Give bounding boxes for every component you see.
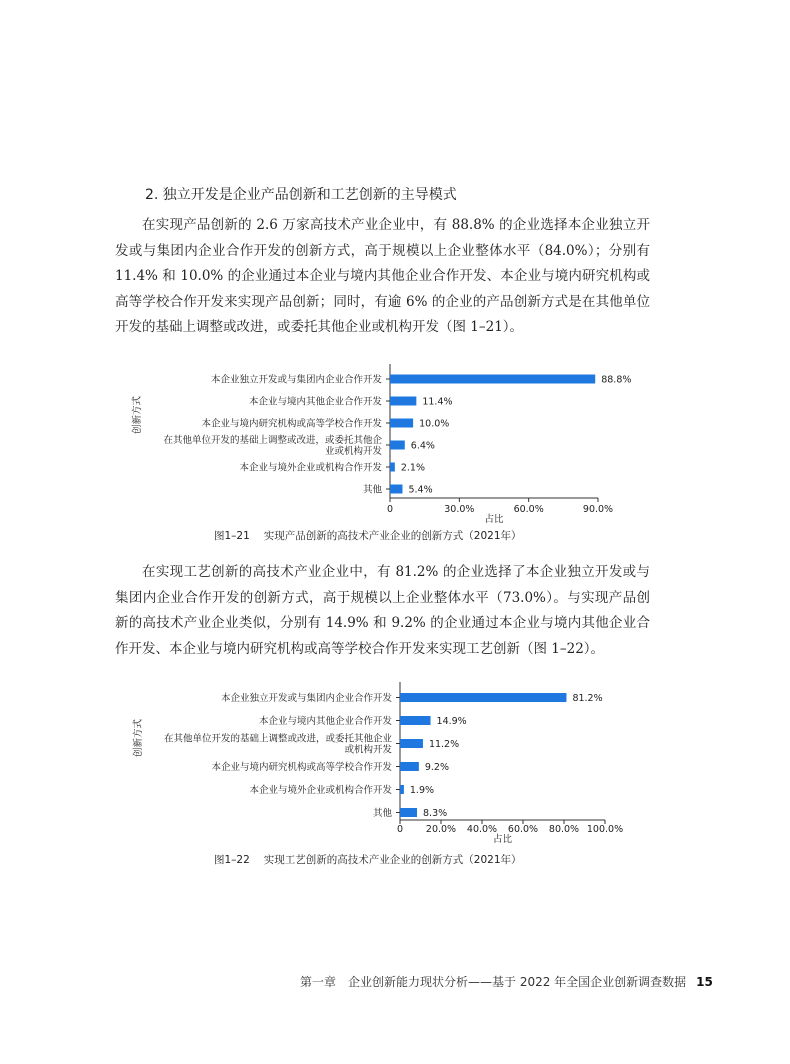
figure-number: 图1–21 [214,530,250,542]
paragraph-process-innovation: 在实现工艺创新的高技术产业企业中，有 81.2% 的企业选择了本企业独立开发或与集团内企业合作开发的创新方式，高于规模以上企业整体水平（73.0%）。与实现产品创新的高技术产业企业类似，分别有 14.9% 和 9.2% 的企业通过本企业与境内其他企业合作开发、本企业与境内研究机构或高等学校合作开发来实现工艺创新（图 1–22）。 [115,564,650,657]
data-label: 11.4% [422,396,453,408]
x-tick-label: 0 [386,504,394,515]
bar [400,785,404,794]
figure-caption-1-21 [214,528,522,543]
category-label: 本企业与境外企业或机构合作开发 [249,785,392,796]
x-tick-label: 20.0% [425,824,457,835]
data-label: 1.9% [409,785,435,796]
x-tick-label: 80.0% [548,824,580,835]
bar [400,739,423,748]
bar [400,762,419,771]
y-axis-title: 创新方式 [133,718,144,758]
data-label: 81.2% [572,693,603,704]
x-tick-label: 90.0% [582,504,614,515]
chart-fig-1-22 [0,678,790,848]
figure-caption-1-22 [214,852,522,867]
y-axis-title: 创新方式 [132,395,143,435]
x-tick-label: 60.0% [513,504,544,515]
category-label: 在其他单位开发的基础上调整或改进，或委托其他企业 [163,733,392,745]
data-label: 14.9% [436,716,467,727]
chart-fig-1-21 [0,360,790,525]
bar [400,808,417,817]
category-label: 本企业独立开发或与集团内企业合作开发 [210,374,382,386]
data-label: 88.8% [601,374,632,386]
figure-number: 图1–22 [214,854,250,866]
page-footer [300,973,713,990]
bar [390,463,395,472]
running-title: 第一章 企业创新能力现状分析——基于 2022 年全国企业创新调查数据 [300,975,687,989]
x-axis-title: 占比 [484,514,504,525]
category-label: 或机构开发 [344,744,392,756]
section-heading: 2. 独立开发是企业产品创新和工艺创新的主导模式 [145,187,457,203]
category-label: 本企业与境内研究机构或高等学校合作开发 [201,418,382,430]
category-label: 其他 [372,808,392,819]
data-label: 11.2% [428,739,460,750]
x-tick-label: 60.0% [507,824,539,835]
data-label: 5.4% [408,484,433,496]
data-label: 2.1% [400,462,425,474]
figure-title: 实现产品创新的高技术产业企业的创新方式（2021年） [263,530,522,542]
x-tick-label: 30.0% [444,504,475,515]
category-label: 在其他单位开发的基础上调整或改进，或委托其他企 [163,435,382,446]
data-label: 8.3% [423,808,448,819]
category-label: 本企业与境内研究机构或高等学校合作开发 [211,762,392,773]
x-tick-label: 0 [396,824,404,835]
x-tick-label: 100.0% [586,824,624,835]
bar [390,397,416,406]
category-label: 本企业与境内其他企业合作开发 [258,716,392,727]
category-label: 其他 [362,484,382,496]
bar [400,716,431,725]
bar [390,441,405,450]
page-number: 15 [696,975,713,989]
bar [400,693,566,702]
category-label: 本企业独立开发或与集团内企业合作开发 [220,693,392,704]
x-axis-title: 占比 [492,834,513,845]
bar [390,485,402,494]
category-label: 本企业与境内其他企业合作开发 [248,396,382,408]
x-tick-label: 40.0% [466,824,498,835]
paragraph-product-innovation: 在实现产品创新的 2.6 万家高技术产业企业中，有 88.8% 的企业选择本企业独立开发或与集团内企业合作开发的创新方式，高于规模以上企业整体水平（84.0%）；分别有 11.4% 和 10.0% 的企业通过本企业与境内其他企业合作开发、本企业与境内研究机构或高等学校合作开发来实现产品创新；同时，有逾 6% 的企业的产品创新方式是在其他单位开发的基础上调整或改进，或委托其他企业或机构开发（图 1–21）。 [115,217,650,335]
data-label: 10.0% [419,418,450,430]
bar [390,375,595,384]
bar [390,419,413,428]
data-label: 9.2% [424,762,450,773]
category-label: 业或机构开发 [324,446,382,457]
category-label: 本企业与境外企业或机构合作开发 [239,462,382,474]
figure-title: 实现工艺创新的高技术产业企业的创新方式（2021年） [263,854,522,866]
data-label: 6.4% [410,440,435,452]
